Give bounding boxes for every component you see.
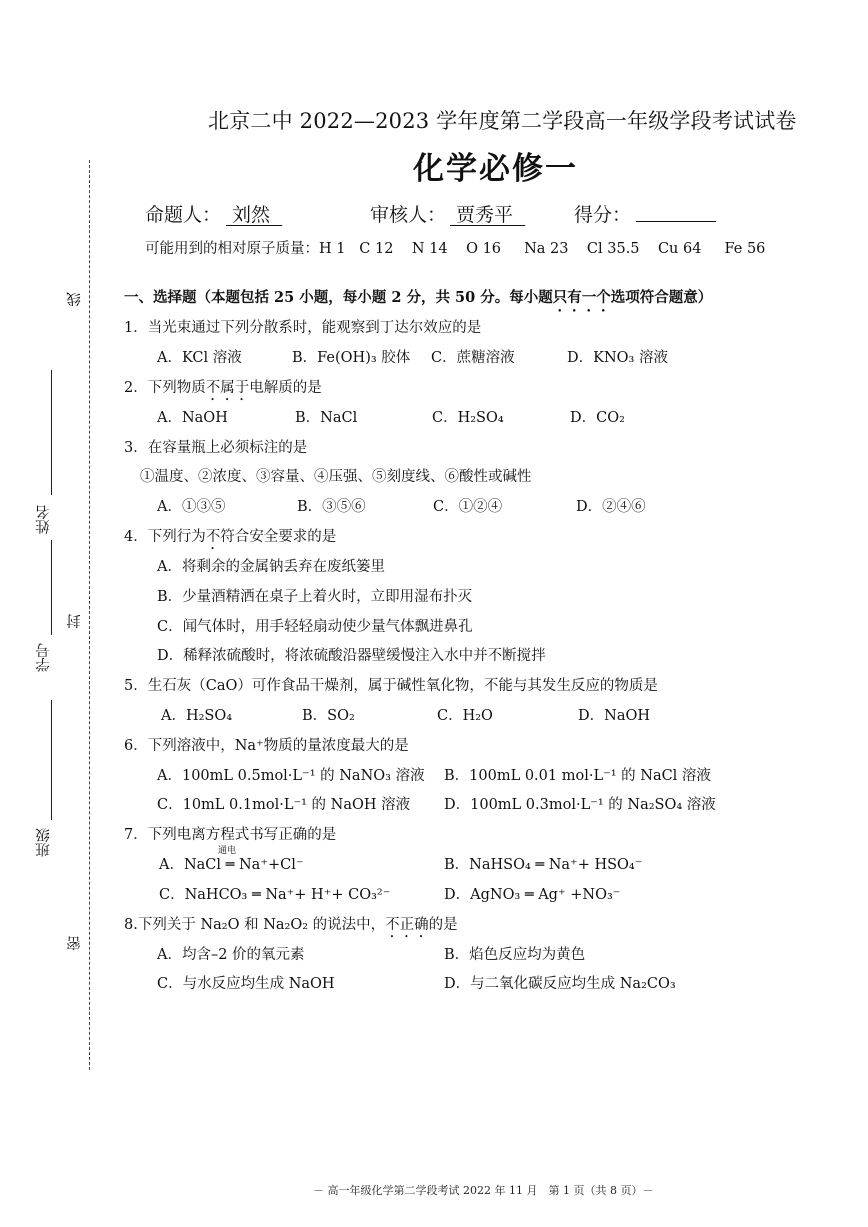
q8-option-c: C．与水反应均生成 NaOH (157, 976, 335, 992)
q6-option-d: D．100mL 0.3mol·L⁻¹ 的 Na₂SO₄ 溶液 (444, 797, 716, 813)
atomic-masses: 可能用到的相对原子质量：H 1 C 12 N 14 O 16 Na 23 Cl 35.5 Cu 64 Fe 56 (145, 241, 766, 257)
q8-stem (124, 913, 458, 941)
q3-stem: 3．在容量瓶上必须标注的是 (124, 440, 308, 456)
q4-option-c: C．闻气体时，用手轻轻扇动使少量气体飘进鼻孔 (157, 619, 473, 635)
score-blank[interactable] (636, 221, 716, 222)
setter-name-text: 刘然 (232, 204, 271, 226)
q2-option-b: B．NaCl (295, 410, 358, 426)
q7-option-b: B．NaHSO₄ ═ Na⁺+ HSO₄⁻ (444, 857, 643, 873)
section-heading-post: 选项符合题意） (610, 289, 713, 306)
student-no-blank[interactable] (51, 540, 52, 635)
q6-option-b: B．100mL 0.01 mol·L⁻¹ 的 NaCl 溶液 (444, 768, 711, 784)
reviewer-name-text: 贾秀平 (456, 204, 514, 226)
q5-stem: 5．生石灰（CaO）可作食品干燥剂，属于碱性氧化物，不能与其发生反应的物质是 (124, 678, 658, 694)
reviewer-name (450, 200, 525, 227)
q4-stem-post: 符合安全要求的是 (220, 529, 337, 545)
section-heading (124, 286, 712, 315)
student-no-label: 学号 (36, 643, 52, 672)
margin-secret-label: 密 (67, 936, 83, 951)
exam-title: 北京二中 2022—2023 学年度第二学段高一年级学段考试试卷 (208, 109, 797, 133)
q6-stem: 6．下列溶液中，Na⁺物质的量浓度最大的是 (124, 738, 409, 754)
binding-dashed-line (89, 160, 90, 1070)
q2-option-d: D．CO₂ (570, 410, 625, 426)
score-label: 得分： (574, 204, 632, 226)
q5-option-d: D．NaOH (578, 708, 650, 724)
section-heading-emph: 只有一个 (552, 289, 611, 306)
q1-option-d: D．KNO₃ 溶液 (567, 350, 668, 366)
name-label: 姓名 (36, 505, 52, 534)
q6-option-c: C．10mL 0.1mol·L⁻¹ 的 NaOH 溶液 (157, 797, 411, 813)
setter-name (226, 200, 282, 227)
margin-line-label: 线 (67, 292, 83, 307)
q7-stem: 7．下列电离方程式书写正确的是 (124, 827, 337, 843)
section-heading-pre: 一、选择题（本题包括 25 小题，每小题 2 分，共 50 分。每小题 (124, 289, 553, 306)
q4-option-a: A．将剩余的金属钠丢弃在废纸篓里 (157, 559, 385, 575)
q2-stem-pre: 2．下列物质 (124, 380, 206, 396)
q2-stem (124, 376, 322, 404)
q4-stem-emph: 不 (205, 529, 221, 545)
q3-option-c: C．①②④ (433, 499, 503, 515)
q7-option-d: D．AgNO₃ ═ Ag⁺ +NO₃⁻ (444, 887, 621, 903)
q4-stem (124, 525, 336, 553)
class-label: 班级 (36, 828, 52, 857)
q7-condition: 通电 (218, 846, 237, 856)
subject-title: 化学必修一 (413, 151, 578, 187)
q2-stem-emph: 不属于 (205, 380, 250, 396)
q3-option-a: A．①③⑤ (157, 499, 226, 515)
q4-stem-pre: 4．下列行为 (124, 529, 206, 545)
q8-stem-post: 的是 (428, 917, 458, 933)
setter-label: 命题人： (145, 204, 222, 226)
q4-option-b: B．少量酒精洒在桌子上着火时，立即用湿布扑灭 (157, 589, 473, 605)
q1-option-b: B．Fe(OH)₃ 胶体 (292, 350, 411, 366)
q5-option-a: A．H₂SO₄ (161, 708, 233, 724)
name-blank[interactable] (51, 370, 52, 495)
q1-stem: 1．当光束通过下列分散系时，能观察到丁达尔效应的是 (124, 320, 482, 336)
margin-seal-label: 封 (67, 614, 83, 629)
q8-option-d: D．与二氧化碳反应均生成 Na₂CO₃ (444, 976, 676, 992)
q5-option-b: B．SO₂ (302, 708, 355, 724)
q2-option-c: C．H₂SO₄ (432, 410, 504, 426)
reviewer-label: 审核人： (370, 204, 447, 226)
q8-option-b: B．焰色反应均为黄色 (444, 947, 586, 963)
q7-option-a: A．NaCl ═ Na⁺+Cl⁻ (159, 857, 304, 873)
q4-option-d: D．稀释浓硫酸时，将浓硫酸沿器壁缓慢注入水中并不断搅拌 (157, 648, 546, 664)
page-footer: － 高一年级化学第二学段考试 2022 年 11 月 第 1 页（共 8 页）－ (313, 1184, 654, 1197)
q2-stem-post: 电解质的是 (249, 380, 322, 396)
q8-stem-pre: 8.下列关于 Na₂O 和 Na₂O₂ 的说法中， (124, 917, 386, 933)
q8-option-a: A．均含–2 价的氧元素 (157, 947, 305, 963)
q1-option-c: C．蔗糖溶液 (431, 350, 515, 366)
q1-option-a: A．KCl 溶液 (157, 350, 242, 366)
q7-option-c: C．NaHCO₃ ═ Na⁺+ H⁺+ CO₃²⁻ (159, 887, 391, 903)
q3-items: ①温度、②浓度、③容量、④压强、⑤刻度线、⑥酸性或碱性 (140, 469, 532, 485)
q6-option-a: A．100mL 0.5mol·L⁻¹ 的 NaNO₃ 溶液 (157, 768, 425, 784)
q2-option-a: A．NaOH (157, 410, 228, 426)
q3-option-d: D．②④⑥ (576, 499, 646, 515)
class-blank[interactable] (51, 700, 52, 820)
q3-option-b: B．③⑤⑥ (297, 499, 366, 515)
q8-stem-emph: 不正确 (385, 917, 429, 933)
q5-option-c: C．H₂O (437, 708, 493, 724)
